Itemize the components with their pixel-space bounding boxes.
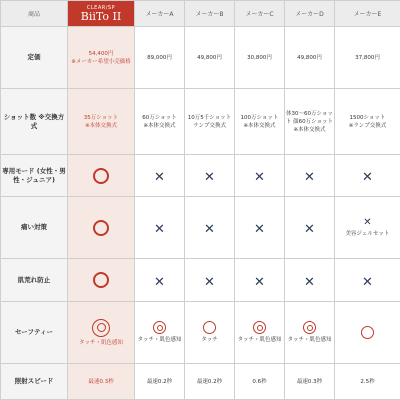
cross-icon: ✕: [304, 170, 315, 185]
double-circle-icon: [92, 319, 110, 337]
maker-b-shots-cell: [185, 89, 235, 155]
brand-price-note: ※メーカー希望小売価格: [71, 58, 131, 65]
cross-icon: ✕: [204, 170, 215, 185]
safety-row: [1, 302, 400, 364]
maker-c-pain: [235, 197, 285, 259]
maker-e-pain-note: 美容ジェルセット: [345, 230, 390, 237]
maker-c-price: 30,800円: [235, 27, 285, 89]
maker-c-mode: [235, 155, 285, 197]
cross-icon: ✕: [304, 222, 315, 237]
maker-b-safety: [185, 302, 235, 364]
maker-e-price: 37,800円: [335, 27, 400, 89]
brand-shots-cell: [68, 89, 135, 155]
maker-a-safety-note: タッチ・肌色感知: [137, 337, 182, 343]
maker-b-header: メーカーB: [185, 1, 235, 27]
maker-d-price: 49,800円: [285, 27, 335, 89]
cross-icon: ✕: [154, 222, 165, 237]
double-circle-icon: [303, 321, 316, 334]
brand-speed: 最速0.3秒: [68, 364, 135, 400]
maker-d-mode: [285, 155, 335, 197]
pain-label: 痛い対策: [1, 197, 68, 259]
maker-b-skin: [185, 259, 235, 302]
product-header: 商品: [1, 1, 68, 27]
circle-icon: [93, 168, 109, 184]
brand-logo: BiiTo II: [80, 9, 122, 23]
maker-a-safety: [135, 302, 185, 364]
maker-e-mode: [335, 155, 400, 197]
maker-d-safety: [285, 302, 335, 364]
maker-e-shots-sub: ※ランプ交換式: [348, 122, 387, 129]
maker-c-skin: [235, 259, 285, 302]
maker-e-pain: [335, 197, 400, 259]
cross-icon: ✕: [362, 274, 373, 290]
brand-mode-cell: [68, 155, 135, 197]
maker-b-shots: 10万5千ショット: [187, 114, 232, 121]
brand-safety-cell: [68, 302, 135, 364]
cross-icon: ✕: [254, 274, 265, 290]
maker-e-safety: [335, 302, 400, 364]
maker-a-price: 89,000円: [135, 27, 185, 89]
maker-c-shots: 100万ショット: [240, 114, 279, 121]
brand-shots-sub: ※本体交換式: [84, 122, 118, 129]
maker-c-speed: 0.6秒: [235, 364, 285, 400]
maker-a-speed: 最速0.2秒: [135, 364, 185, 400]
speed-label: 照射スピード: [1, 364, 68, 400]
cross-icon: ✕: [362, 170, 373, 185]
maker-a-shots-sub: ※本体交換式: [143, 122, 176, 129]
maker-d-shots-cell: [285, 89, 335, 155]
brand-skin-cell: [68, 259, 135, 302]
header-row: [1, 1, 400, 27]
maker-b-price: 49,800円: [185, 27, 235, 89]
maker-d-pain: [285, 197, 335, 259]
maker-a-header: メーカーA: [135, 1, 185, 27]
maker-a-skin: [135, 259, 185, 302]
maker-c-header: メーカーC: [235, 1, 285, 27]
speed-row: [1, 364, 400, 400]
maker-e-speed: 2.5秒: [335, 364, 400, 400]
circle-icon: [361, 326, 374, 339]
price-label: 定価: [1, 27, 68, 89]
maker-d-shots: 体30〜60万ショット 顔60万ショット: [285, 110, 334, 125]
double-circle-icon: [153, 321, 166, 334]
circle-icon: [93, 220, 109, 236]
shots-label: ショット数 ※交換方式: [1, 89, 68, 155]
cross-icon: ✕: [204, 274, 215, 290]
cross-icon: ✕: [363, 216, 372, 228]
maker-b-speed: 最速0.2秒: [185, 364, 235, 400]
brand-pain-cell: [68, 197, 135, 259]
cross-icon: ✕: [204, 222, 215, 237]
maker-d-header: メーカーD: [285, 1, 335, 27]
price-row: [1, 27, 400, 89]
shots-row: [1, 89, 400, 155]
skin-row: [1, 259, 400, 302]
maker-d-skin: [285, 259, 335, 302]
pain-row: [1, 197, 400, 259]
cross-icon: ✕: [154, 170, 165, 185]
maker-a-shots-cell: [135, 89, 185, 155]
maker-b-pain: [185, 197, 235, 259]
maker-e-header: メーカーE: [335, 1, 400, 27]
brand-shots: 35万ショット: [83, 114, 119, 121]
maker-e-shots-cell: [335, 89, 400, 155]
maker-b-safety-note: タッチ: [201, 337, 218, 343]
maker-c-shots-cell: [235, 89, 285, 155]
maker-c-safety: [235, 302, 285, 364]
maker-e-skin: [335, 259, 400, 302]
maker-a-mode: [135, 155, 185, 197]
mode-label: 専用モード (女性・男性・ジュニア): [1, 155, 68, 197]
circle-icon: [203, 321, 216, 334]
brand-safety-note: タッチ・肌色感知: [78, 339, 123, 346]
circle-icon: [93, 272, 109, 288]
maker-c-shots-sub: ※本体交換式: [243, 122, 276, 129]
maker-b-mode: [185, 155, 235, 197]
maker-d-safety-note: タッチ・肌色感知: [287, 337, 332, 343]
double-circle-icon: [253, 321, 266, 334]
brand-header: [68, 1, 135, 27]
cross-icon: ✕: [304, 274, 315, 290]
maker-b-shots-sub: ランプ交換式: [192, 122, 226, 129]
maker-d-shots-sub: ※本体交換式: [293, 126, 326, 133]
cross-icon: ✕: [254, 222, 265, 237]
brand-price: 54,400円: [88, 50, 114, 57]
maker-a-pain: [135, 197, 185, 259]
skin-label: 肌荒れ防止: [1, 259, 68, 302]
cross-icon: ✕: [154, 274, 165, 290]
maker-a-shots: 60万ショット: [142, 114, 177, 121]
mode-row: [1, 155, 400, 197]
maker-d-speed: 最速0.3秒: [285, 364, 335, 400]
safety-label: セーフティー: [1, 302, 68, 364]
maker-c-safety-note: タッチ・肌色感知: [237, 337, 282, 343]
brand-price-cell: [68, 27, 135, 89]
brand-top-label: CLEAR/SP: [86, 4, 116, 11]
maker-e-shots: 1500ショット: [349, 114, 386, 121]
cross-icon: ✕: [254, 170, 265, 185]
